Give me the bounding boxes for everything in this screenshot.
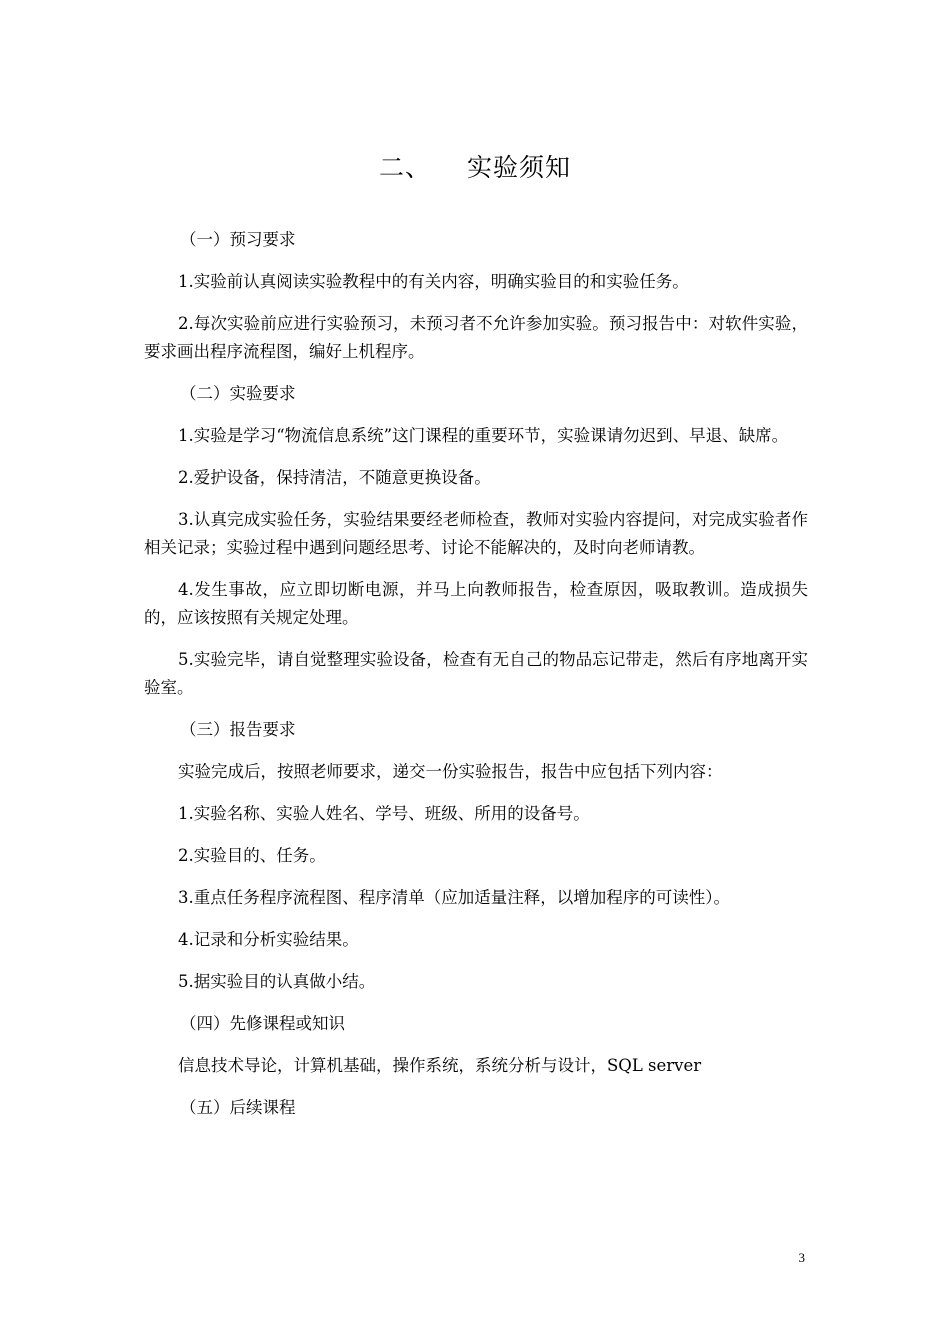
paragraph: 3.认真完成实验任务，实验结果要经老师检查，教师对实验内容提问，对完成实验者作相关记录；实验过程中遇到问题经思考、讨论不能解决的，及时向老师请教。: [144, 510, 808, 557]
page-number: 3: [798, 1250, 805, 1265]
paragraph: 3.重点任务程序流程图、程序清单（应加适量注释，以增加程序的可读性）。: [178, 888, 730, 907]
section-number: 二、: [378, 153, 431, 182]
paragraph: 4.发生事故，应立即切断电源，并马上向教师报告，检查原因，吸取教训。造成损失的，应该按照有关规定处理。: [144, 580, 808, 627]
paragraph: 2.实验目的、任务。: [178, 846, 326, 865]
paragraph: 1.实验名称、实验人姓名、学号、班级、所用的设备号。: [178, 804, 590, 823]
subsection-heading: （二）实验要求: [180, 384, 296, 403]
paragraph: 2.每次实验前应进行实验预习，未预习者不允许参加实验。预习报告中：对软件实验，要求画出程序流程图，编好上机程序。: [144, 314, 808, 361]
paragraph: 1.实验是学习“物流信息系统”这门课程的重要环节，实验课请勿迟到、早退、缺席。: [178, 426, 789, 445]
paragraph: 5.据实验目的认真做小结。: [178, 972, 376, 991]
body-content: [144, 226, 808, 1136]
section-title: [0, 148, 950, 184]
paragraph: 5.实验完毕，请自觉整理实验设备，检查有无自己的物品忘记带走，然后有序地离开实验室。: [144, 650, 808, 697]
paragraph: 4.记录和分析实验结果。: [178, 930, 359, 949]
subsection-heading: （五）后续课程: [180, 1098, 296, 1117]
paragraph: 信息技术导论，计算机基础，操作系统，系统分析与设计，SQL server: [178, 1056, 702, 1075]
paragraph: 2.爱护设备，保持清洁，不随意更换设备。: [178, 468, 491, 487]
paragraph: 1.实验前认真阅读实验教程中的有关内容，明确实验目的和实验任务。: [178, 272, 689, 291]
subsection-heading: （四）先修课程或知识: [180, 1014, 345, 1033]
subsection-heading: （三）报告要求: [180, 720, 296, 739]
section-heading-text: 实验须知: [467, 153, 572, 182]
paragraph: 实验完成后，按照老师要求，递交一份实验报告，报告中应包括下列内容：: [178, 762, 723, 781]
subsection-heading: （一）预习要求: [180, 230, 296, 249]
